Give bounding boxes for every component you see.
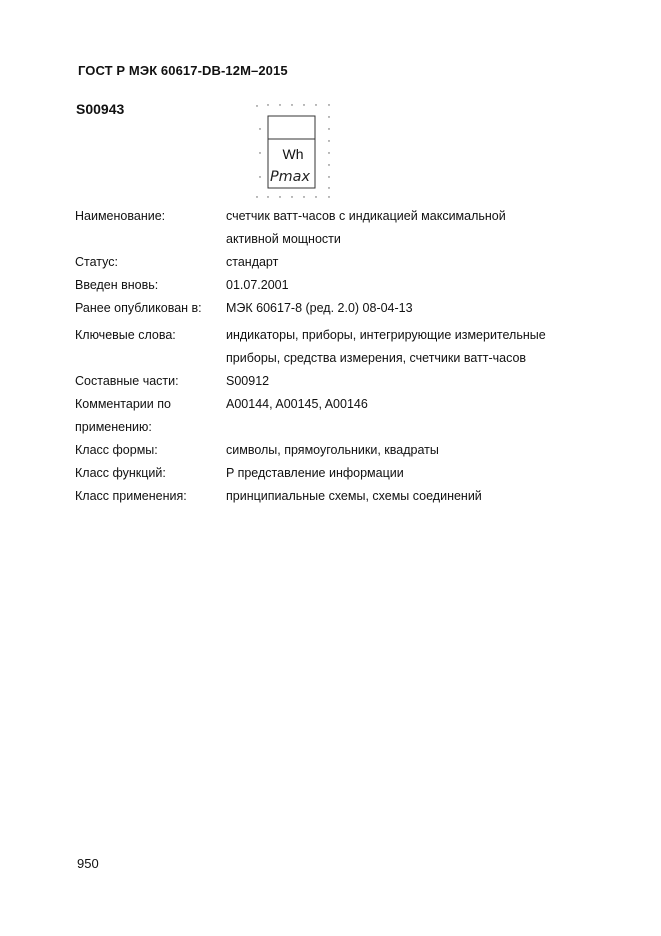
field-label: Составные части: (75, 374, 179, 388)
field-label: Введен вновь: (75, 278, 159, 292)
field-previously-published (75, 297, 635, 320)
field-label: Комментарии по применению: (75, 397, 171, 434)
field-function-class (75, 462, 635, 485)
field-label: Наименование: (75, 209, 166, 223)
symbol-unit-text: Wh (282, 146, 304, 162)
symbol-code: S00943 (76, 101, 125, 117)
wattmeter-symbol-icon (256, 100, 334, 200)
field-label: Ранее опубликован в: (75, 301, 202, 315)
field-value: МЭК 60617-8 (ред. 2.0) 08-04-13 (226, 301, 413, 315)
field-label: Ключевые слова: (75, 328, 176, 342)
field-introduced (75, 274, 635, 297)
field-application-comments (75, 393, 635, 439)
field-value: стандарт (226, 255, 279, 269)
field-label: Класс функций: (75, 466, 166, 480)
field-components (75, 370, 635, 393)
field-status (75, 251, 635, 274)
field-value: 01.07.2001 (226, 278, 289, 292)
field-value: A00144, A00145, A00146 (226, 397, 368, 411)
field-label: Класс формы: (75, 443, 158, 457)
field-value: символы, прямоугольники, квадраты (226, 443, 439, 457)
page-number: 950 (77, 856, 99, 871)
field-keywords (75, 324, 635, 370)
field-value: приборы, средства измерения, счетчики ватт-часов (226, 351, 527, 365)
field-name (75, 205, 635, 251)
field-value: активной мощности (226, 232, 341, 246)
field-value: индикаторы, приборы, интегрирующие измерительные (226, 328, 546, 342)
field-value: счетчик ватт-часов с индикацией максимальной (226, 209, 506, 223)
symbol-sub-text: Pmax (270, 169, 311, 185)
field-value: принципиальные схемы, схемы соединений (226, 489, 482, 503)
field-shape-class (75, 439, 635, 462)
field-label: Класс применения: (75, 489, 187, 503)
field-label: Статус: (75, 255, 118, 269)
document-header: ГОСТ Р МЭК 60617-DB-12M–2015 (78, 63, 288, 78)
field-value: P представление информации (226, 466, 404, 480)
field-list (75, 205, 635, 508)
field-value: S00912 (226, 374, 270, 388)
field-application-class (75, 485, 635, 508)
